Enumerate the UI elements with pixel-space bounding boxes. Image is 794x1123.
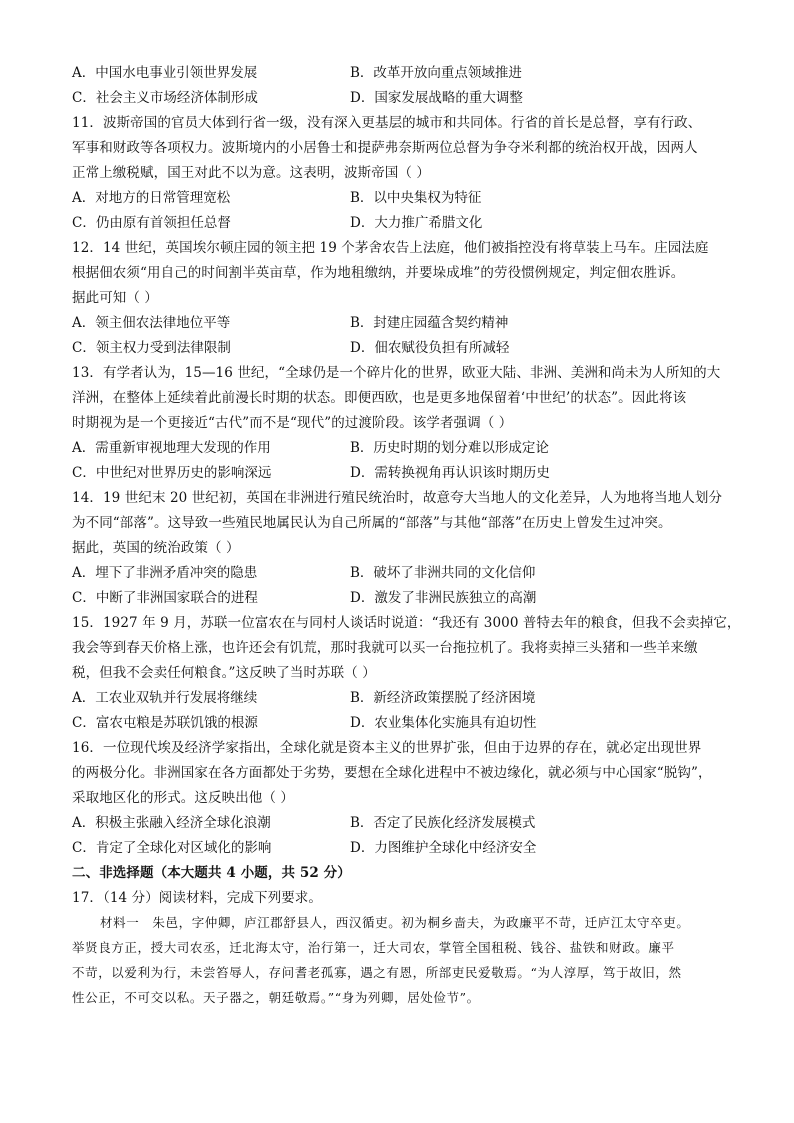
q16-option-a: A．积极主张融入经济全球化浪潮 <box>72 815 271 831</box>
q11-option-c: C．仍由原有首领担任总督 <box>72 215 231 231</box>
q15-option-c: C．富农屯粮是苏联饥饿的根源 <box>72 715 258 731</box>
q16-option-b: B．否定了民族化经济发展模式 <box>350 815 536 831</box>
section-2-heading: 二、非选择题（本大题共 4 小题，共 52 分） <box>72 865 351 881</box>
q14-options-row-2 <box>72 588 732 608</box>
q14-stem-line-2: 为不同“部落”。这导致一些殖民地属民认为自己所属的“部落”与其他“部落”在历史上曾发生过冲突。 <box>72 515 672 531</box>
q13-stem-line-2: 洋洲，在整体上延续着此前漫长时期的状态。即便西欧，也是更多地保留着‘中世纪’的状态”。因此将该 <box>72 390 687 406</box>
q15-option-d: D．农业集体化实施具有迫切性 <box>350 715 537 731</box>
q13-option-a: A．需重新审视地理大发现的作用 <box>72 440 271 456</box>
q15-options-row-1 <box>72 688 732 708</box>
q10-option-d: D．国家发展战略的重大调整 <box>350 90 523 106</box>
q11-stem-line-3: 正常上缴税赋，国王对此不以为意。这表明，波斯帝国（ ） <box>72 165 430 181</box>
q16-option-d: D．力图维护全球化中经济安全 <box>350 840 537 856</box>
q11-options-row-1 <box>72 188 732 208</box>
q11-option-a: A．对地方的日常管理宽松 <box>72 190 231 206</box>
q11-stem-line-1: 11．波斯帝国的官员大体到行省一级，没有深入更基层的城市和共同体。行省的首长是总督，享有行政、 <box>72 115 702 131</box>
q15-options-row-2 <box>72 713 732 733</box>
q17-material-line-4: 性公正，不可交以私。天子器之，朝廷敬焉。”“身为列卿，居处俭节”。 <box>72 990 480 1005</box>
q16-stem-line-3: 采取地区化的形式。这反映出他（ ） <box>72 790 294 806</box>
q11-stem-line-2: 军事和财政等各项权力。波斯境内的小居鲁士和提萨弗奈斯两位总督为争夺米利都的统治权开战，因两人 <box>72 140 698 156</box>
q16-stem-line-2: 的两极分化。非洲国家在各方面都处于劣势，要想在全球化进程中不被边缘化，就必须与中心国家“脱钩”， <box>72 765 712 781</box>
q13-options-row-2 <box>72 463 732 483</box>
q13-stem-line-3: 时期视为是一个更接近“古代”而不是“现代”的过渡阶段。该学者强调（ ） <box>72 415 513 431</box>
q16-option-c: C．肯定了全球化对区域化的影响 <box>72 840 272 856</box>
q11-option-b: B．以中央集权为特征 <box>350 190 482 206</box>
q10-options-row-1 <box>72 63 732 83</box>
q12-stem-line-3: 据此可知（ ） <box>72 290 158 306</box>
q12-option-a: A．领主佃农法律地位平等 <box>72 315 231 331</box>
q15-option-a: A．工农业双轨并行发展将继续 <box>72 690 258 706</box>
q11-option-d: D．大力推广希腊文化 <box>350 215 483 231</box>
q12-option-d: D．佃农赋役负担有所减轻 <box>350 340 510 356</box>
q13-stem-line-1: 13．有学者认为，15—16 世纪，“全球仍是一个碎片化的世界，欧亚大陆、非洲、美洲和尚未为人所知的大 <box>72 365 721 381</box>
q15-stem-line-1: 15．1927 年 9 月，苏联一位富农在与同村人谈话时说道：“我还有 3000 普特去年的粮食，但我不会卖掉它， <box>72 615 741 631</box>
q13-options-row-1 <box>72 438 732 458</box>
q14-stem-line-1: 14．19 世纪末 20 世纪初，英国在非洲进行殖民统治时，故意夸大当地人的文化差异，人为地将当地人划分 <box>72 490 723 506</box>
q15-stem-line-3: 税，但我不会卖任何粮食。”这反映了当时苏联（ ） <box>72 665 376 681</box>
q13-option-c: C．中世纪对世界历史的影响深远 <box>72 465 272 481</box>
q13-option-d: D．需转换视角再认识该时期历史 <box>350 465 550 481</box>
q10-options-row-2 <box>72 88 732 108</box>
q14-stem-line-3: 据此，英国的统治政策（ ） <box>72 540 240 556</box>
q14-option-b: B．破坏了非洲共同的文化信仰 <box>350 565 536 581</box>
q14-option-a: A．埋下了非洲矛盾冲突的隐患 <box>72 565 258 581</box>
q12-options-row-1 <box>72 313 732 333</box>
q16-options-row-2 <box>72 838 732 858</box>
q12-option-b: B．封建庄园蕴含契约精神 <box>350 315 509 331</box>
q16-stem-line-1: 16．一位现代埃及经济学家指出，全球化就是资本主义的世界扩张，但由于边界的存在，就必定出现世界 <box>72 740 702 756</box>
q15-stem-line-2: 我会等到春天价格上涨，也许还会有饥荒，那时我就可以买一台拖拉机了。我将卖掉三头猪和一些羊来缴 <box>72 640 698 656</box>
q10-option-a: A．中国水电事业引领世界发展 <box>72 65 258 81</box>
q10-option-c: C．社会主义市场经济体制形成 <box>72 90 258 106</box>
q10-option-b: B．改革开放向重点领域推进 <box>350 65 522 81</box>
q12-stem-line-1: 12．14 世纪，英国埃尔顿庄园的领主把 19 个茅舍农告上法庭，他们被指控没有将草装上马车。庄园法庭 <box>72 240 709 256</box>
q12-options-row-2 <box>72 338 732 358</box>
q12-option-c: C．领主权力受到法律限制 <box>72 340 231 356</box>
q13-option-b: B．历史时期的划分难以形成定论 <box>350 440 549 456</box>
q16-options-row-1 <box>72 813 732 833</box>
q15-option-b: B．新经济政策摆脱了经济困境 <box>350 690 536 706</box>
q14-option-c: C．中断了非洲国家联合的进程 <box>72 590 258 606</box>
q17-stem: 17．（14 分）阅读材料，完成下列要求。 <box>72 890 322 906</box>
q14-options-row-1 <box>72 563 732 583</box>
q12-stem-line-2: 根据佃农须“用自己的时间割半英亩草，作为地租缴纳，并要垛成堆”的劳役惯例规定，判定佃农胜诉。 <box>72 265 685 281</box>
q14-option-d: D．激发了非洲民族独立的高潮 <box>350 590 537 606</box>
q17-material-line-1: 材料一 朱邑，字仲卿，庐江郡舒县人，西汉循吏。初为桐乡啬夫，为政廉平不苛，迁庐江太守卒吏。 <box>100 915 690 930</box>
q17-material-line-2: 举贤良方正，授大司农丞，迁北海太守，治行第一，迁大司农，掌管全国租税、钱谷、盐铁和财政。廉平 <box>72 940 675 955</box>
q17-material-line-3: 不苛，以爱利为行，未尝笞辱人，存问耆老孤寡，遇之有恩，所部吏民爱敬焉。“为人淳厚，笃于故旧，然 <box>72 965 682 980</box>
q11-options-row-2 <box>72 213 732 233</box>
